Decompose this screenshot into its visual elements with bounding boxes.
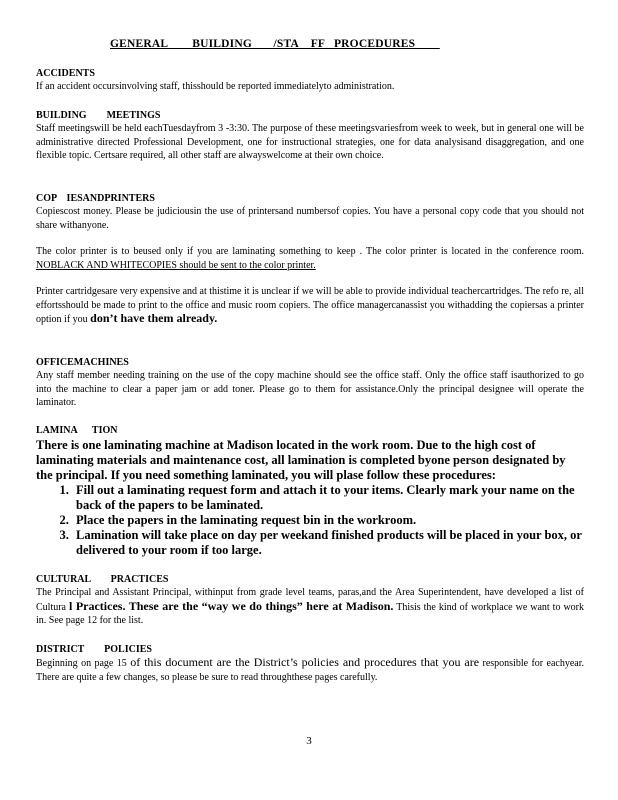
section-heading: ACCIDENTS (36, 68, 95, 79)
list-item: 1. Fill out a laminating request form and attach it to your items. Clearly mark your name on the back of the papers to be laminated. (72, 483, 584, 513)
section-text: Any staff member needing training on the use of the copy machine should see the office staff. Only the office staff isauthorized to go into the machine to clear a paper jam or add toner. Please go to them for assistance.Only the principal designee will operate the laminator. (36, 370, 584, 408)
section-building-meetings (36, 110, 584, 163)
section-copies-printers (36, 193, 584, 327)
text-run: Thisis the kind of workplace we want to work in. See page 12 for the list. (36, 601, 585, 626)
list-item: 2. Place the papers in the laminating request bin in the workroom. (72, 513, 584, 528)
section-district-policies (36, 644, 584, 684)
section-text: If an accident occursinvolving staff, thisshould be reported immediatelyto administration. (36, 81, 395, 92)
section-heading: LAMINA TION (36, 425, 118, 436)
section-text (36, 586, 584, 628)
section-text (36, 285, 584, 327)
text-run: responsible for eachyear. There are quite a few changes, so please be sure to read throughthese pages carefully. (36, 658, 584, 683)
text-run-large: l Practices. These are the “way we do things” here at Madison. (69, 598, 394, 613)
text-run: The Principal and Assistant Principal, withinput from grade level teams, paras,and the Area Superintendent, have developed a list of Cultura (36, 587, 584, 613)
lamination-steps (36, 483, 584, 558)
text-run: The color printer is to beused only if you are laminating something to keep . The color printer is located in the conference room. (36, 246, 584, 257)
section-accidents (36, 68, 584, 94)
list-item: 3. Lamination will take place on day per weekand finished products will be placed in your box, or delivered to your room if too large. (72, 528, 584, 558)
text-run-large: of this document are the District’s policies and procedures that you are (130, 655, 480, 669)
section-text: There is one laminating machine at Madison located in the work room. Due to the high cost of laminating materials and maintenance cost, all lamination is completed byone person designated by the principal. If you need something laminated, you will plase follow these procedures: (36, 438, 566, 482)
section-text: Copiescost money. Please be judiciousin the use of printersand numbersof copies. You have a personal copy code that you should not share withanyone. (36, 206, 584, 231)
underlined-text: NOBLACK AND WHITECOPIES should be sent to the color printer. (36, 259, 316, 271)
text-run-large: don’t have them already. (90, 311, 218, 325)
section-heading: OFFICEMACHINES (36, 357, 129, 368)
section-heading: CULTURAL PRACTICES (36, 574, 169, 585)
page-number: 3 (306, 735, 312, 747)
section-heading: BUILDING MEETINGS (36, 110, 161, 121)
section-heading: COP IESANDPRINTERS (36, 193, 155, 204)
text-run: Beginning on page 15 (36, 658, 131, 669)
section-text: Staff meetingswill be held eachTuesdayfrom 3 -3:30. The purpose of these meetingsvariesfrom week to week, but in general one will be administrative directed Professional Development, one for instructional strategies, one for data analysisand disaggregation, and one flexible topic. Certsare required, all other staff are alwayswelcome at their own choice. (36, 123, 584, 161)
section-text (36, 245, 584, 272)
section-heading: DISTRICT POLICIES (36, 644, 152, 655)
text-run: Printer cartridgesare very expensive and at thistime it is unclear if we will be able to provide individual teachercartridges. The refo re, all effortsshould be made to print to the office and music room copiers. The office managercanassist you withadding the copiersas a printer option if you (36, 286, 584, 325)
section-office-machines (36, 357, 584, 410)
section-lamination (36, 425, 584, 558)
page-title: GENERAL BUILDING /STA FF PROCEDURES (110, 38, 440, 50)
section-cultural-practices (36, 574, 584, 628)
section-text (36, 656, 584, 684)
